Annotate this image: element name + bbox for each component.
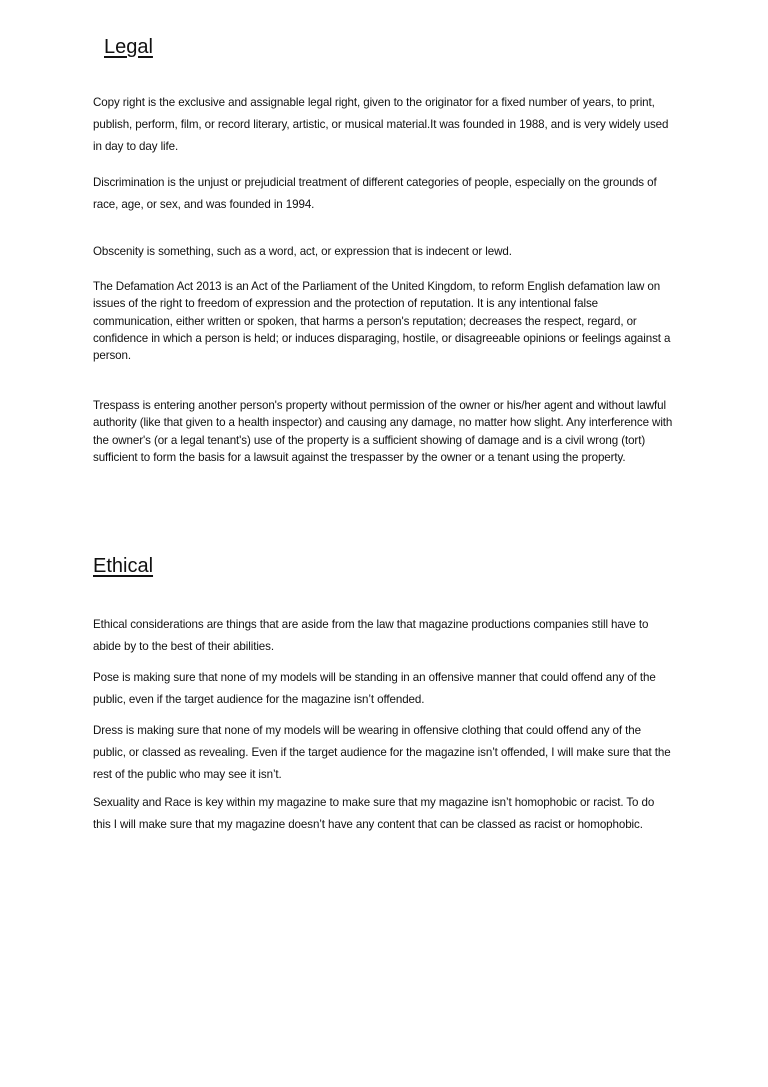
copyright-paragraph: Copy right is the exclusive and assignable legal right, given to the originator for a fixed number of years, to print, publish, perform, film, or record literary, artistic, or musical material.It was founded in 1988, and is very widely used in day to day life. xyxy=(93,96,669,153)
defamation-paragraph: The Defamation Act 2013 is an Act of the Parliament of the United Kingdom, to reform English defamation law on issues of the right to freedom of expression and the protection of reputation. It is any intentional false communication, either written or spoken, that harms a person's reputation; decreases the respect, regard, or confidence in which a person is held; or induces disparaging, hostile, or disagreeable opinions or feelings against a person. xyxy=(93,280,671,363)
discrimination-paragraph: Discrimination is the unjust or prejudicial treatment of different categories of people, especially on the grounds of race, age, or sex, and was founded in 1994. xyxy=(93,176,657,211)
dress-paragraph: Dress is making sure that none of my models will be wearing in offensive clothing that could offend any of the public, or classed as revealing. Even if the target audience for the magazine isn’t offended, I will make sure that the rest of the public who may see it isn’t. xyxy=(93,724,671,781)
sexuality-race-paragraph: Sexuality and Race is key within my magazine to make sure that my magazine isn’t homophobic or racist. To do this I will make sure that my magazine doesn’t have any content that can be classed as racist or homophobic. xyxy=(93,796,655,831)
ethical-heading: Ethical xyxy=(93,555,154,577)
legal-heading: Legal xyxy=(104,36,153,58)
ethical-considerations-paragraph: Ethical considerations are things that are aside from the law that magazine productions companies still have to abide by to the best of their abilities. xyxy=(93,618,649,653)
trespass-paragraph: Trespass is entering another person's property without permission of the owner or his/her agent and without lawful authority (like that given to a health inspector) and causing any damage, no matter how slight. Any interference with the owner's (or a legal tenant's) use of the property is a sufficient showing of damage and is a civil wrong (tort) sufficient to form the basis for a lawsuit against the trespasser by the owner or a tenant using the property. xyxy=(93,399,673,464)
obscenity-paragraph: Obscenity is something, such as a word, act, or expression that is indecent or lewd. xyxy=(93,245,512,258)
pose-paragraph: Pose is making sure that none of my models will be standing in an offensive manner that could offend any of the public, even if the target audience for the magazine isn’t offended. xyxy=(93,671,656,706)
